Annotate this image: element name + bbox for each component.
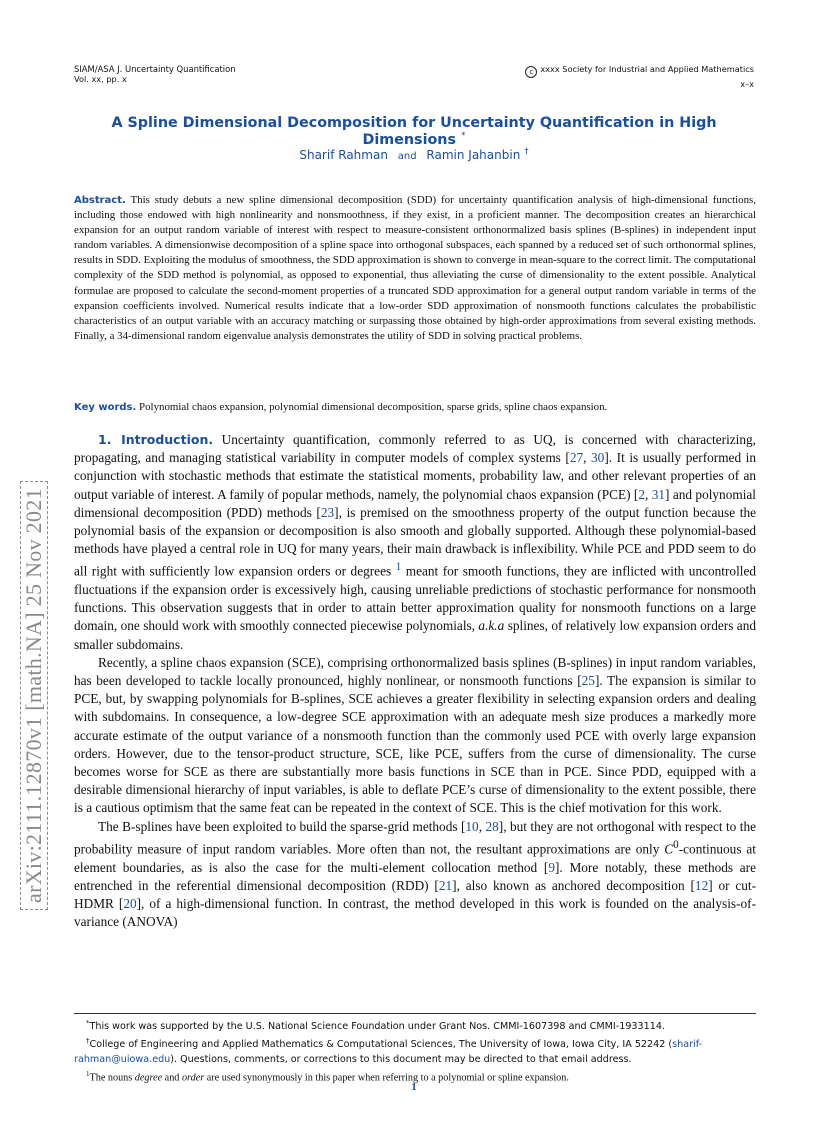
footnote-italic: degree bbox=[134, 1072, 163, 1084]
text-run: -continuous at element boundaries, as is also the case for the multi-element collocation method [ bbox=[74, 841, 756, 875]
keywords-label: Key words. bbox=[74, 402, 137, 413]
citation-link[interactable]: 21 bbox=[438, 877, 453, 893]
author-conjunction: and bbox=[397, 151, 417, 162]
arxiv-identifier[interactable]: arXiv:2111.12870v1 [math.NA] 25 Nov 2021 bbox=[20, 481, 48, 910]
text-run: ], but they are not orthogonal with respect to the probability measure of input random variables. More often than not, the resultant approximations are only bbox=[74, 818, 756, 857]
footnotes bbox=[74, 1016, 756, 1086]
keywords-text: Polynomial chaos expansion, polynomial dimensional decomposition, sparse grids, spline chaos expansion. bbox=[139, 401, 608, 413]
footnote-2 bbox=[74, 1034, 756, 1067]
text-run: ], of a high-dimensional function. In contrast, the method developed in this work is founded on the analysis-of-variance (ANOVA) bbox=[74, 895, 756, 930]
footnote-text: The nouns bbox=[89, 1072, 135, 1084]
abstract-text: This study debuts a new spline dimensional decomposition (SDD) for uncertainty quantification analysis of high-dimensional functions, including those endowed with high nonlinearity and nonsmoothness, if they exist, in a proficient manner. The decomposition creates an hierarchical expansion for an output random variable of interest with respect to measure-consistent orthonormalized basis splines (B-splines) in independent input random variables. A dimensionwise decomposition of a spline space into orthogonal subspaces, each spanned by a reduced set of such orthonormal splines, results in SDD. Exploiting the modulus of smoothness, the SDD approximation is shown to converge in mean-square to the correct limit. The computational complexity of the SDD method is polynomial, as opposed to exponential, thus alleviating the curse of dimensionality to the extent possible. Analytical formulae are proposed to calculate the second-moment properties of a truncated SDD approximation for a general output random variable in terms of the expansion coefficients involved. Numerical results indicate that a low-order SDD approximation of nonsmooth functions calculates the probabilistic characteristics of an output variable with an accuracy matching or surpassing those obtained by high-order approximations from several existing methods. Finally, a 34-dimensional random eigenvalue analysis demonstrates the utility of SDD in solving practical problems. bbox=[74, 194, 756, 342]
text-run: splines, of relatively low expansion orders and smaller subdomains. bbox=[74, 618, 756, 652]
paper-title-text: A Spline Dimensional Decomposition for Uncertainty Quantification in High Dimensions bbox=[111, 115, 717, 148]
text-run: ], also known as anchored decomposition [ bbox=[452, 877, 695, 893]
text-run: , bbox=[478, 818, 486, 834]
text-run: meant for smooth functions, they are inflicted with uncontrolled fluctuations if the expansion order is excessively high, causing unreliable predictions of stochastic performance for nonsmooth functions. This observation suggests that in order to attain better approximation quality for nonsmooth functions on a large domain, one should work with smoothly connected piecewise polynomials, bbox=[74, 563, 757, 634]
text-run-italic: a.k.a bbox=[478, 618, 505, 634]
citation-link[interactable]: 23 bbox=[320, 504, 335, 520]
text-run: ]. The expansion is similar to PCE, but, by swapping polynomials for B-splines, SCE achieves a greater flexibility in selecting expansion orders and dealing with subdomains. In consequence, a low-degree SCE approximation with an adequate mesh size produces a markedly more accurate estimate of the output variance of a nonsmooth function than the commonly used PCE with overly large expansion orders. However, due to the tensor-product structure, SCE, like PCE, suffers from the curse of dimensionality. The curse becomes worse for SCE as there are substantially more basis functions in SCE than in PCE. Since PDD, equipped with a desirable dimensional hierarchy of input variables, is able to deflate PCE’s curse of dimensionality to the extent possible, there is a cautious optimism that the same feat can be repeated in the context of SCE. This is the chief motivation for this work. bbox=[74, 673, 756, 816]
section-title: Introduction. bbox=[121, 432, 214, 447]
footnote-text: are used synonymously in this paper when referring to a polynomial or spline expansion. bbox=[204, 1072, 569, 1084]
citation-link[interactable]: 27 bbox=[569, 450, 584, 466]
footnote-mark: * bbox=[86, 1019, 90, 1027]
author-list bbox=[74, 147, 754, 162]
text-run: ], is premised on the smoothness property of the output function because the polynomial basis of the expansion or decomposition is also smooth and globally supported. Although these polynomial-based methods have played a central role in UQ for many years, their main drawback is inflexibility. While PCE and PDD seem to do all right with sufficiently low expansion orders or degrees bbox=[74, 504, 756, 579]
citation-link[interactable]: 12 bbox=[694, 877, 709, 893]
footnote-mark: † bbox=[86, 1037, 90, 1046]
citation-link[interactable]: 9 bbox=[548, 859, 555, 875]
copyright-icon: c bbox=[525, 66, 537, 78]
text-run: Recently, a spline chaos expansion (SCE), comprising orthonormalized basis splines (B-splines) in input random variables, has been developed to tackle locally pronounced, highly nonlinear, or nonsmooth functions [ bbox=[74, 654, 756, 689]
author-footnote-mark[interactable]: † bbox=[524, 147, 529, 157]
footnote-text: ). Questions, comments, or corrections to this document may be directed to that email address. bbox=[170, 1054, 632, 1066]
body-text bbox=[74, 431, 756, 931]
section-heading bbox=[98, 432, 213, 447]
text-run: The B-splines have been exploited to build the sparse-grid methods [ bbox=[98, 818, 466, 834]
abstract-label: Abstract. bbox=[74, 195, 126, 206]
footnote-mark: 1 bbox=[86, 1070, 90, 1079]
text-run: ] or cut-HDMR [ bbox=[74, 877, 757, 911]
title-footnote-mark[interactable]: * bbox=[460, 131, 466, 141]
math-superscript: 0 bbox=[673, 838, 679, 851]
footnote-text: College of Engineering and Applied Mathematics & Computational Sciences, The University of Iowa, Iowa City, IA 52242 ( bbox=[89, 1039, 673, 1051]
text-run: ] and polynomial dimensional decomposition (PDD) methods [ bbox=[74, 486, 756, 520]
journal-volume: Vol. xx, pp. x bbox=[74, 74, 127, 84]
footnote-1 bbox=[74, 1016, 756, 1034]
text-run: , bbox=[645, 486, 652, 502]
paper-title bbox=[74, 115, 754, 148]
text-run: ]. It is usually performed in conjunction with stochastic methods that estimate the statistical moments, probability law, and other relevant properties of an output variable of interest. A family of popular methods, namely, the polynomial chaos expansion (PCE) [ bbox=[74, 450, 756, 502]
footnote-text: This work was supported by the U.S. National Science Foundation under Grant Nos. CMMI-1607398 and CMMI-1933114. bbox=[89, 1021, 665, 1033]
author-email-link[interactable]: sharif-rahman@uiowa.edu bbox=[74, 1039, 703, 1066]
citation-link[interactable]: 28 bbox=[485, 818, 499, 834]
running-header-left bbox=[74, 64, 236, 84]
journal-name: SIAM/ASA J. Uncertainty Quantification bbox=[74, 64, 236, 74]
copyright-text: xxxx Society for Industrial and Applied Mathematics bbox=[540, 64, 754, 74]
citation-link[interactable]: 31 bbox=[651, 486, 666, 502]
section-number: 1. bbox=[98, 432, 112, 447]
paragraph-1 bbox=[74, 431, 756, 654]
paragraph-2 bbox=[74, 654, 756, 818]
citation-link[interactable]: 2 bbox=[638, 486, 645, 502]
citation-link[interactable]: 25 bbox=[581, 673, 595, 689]
footnote-italic: order bbox=[181, 1072, 205, 1084]
citation-link[interactable]: 10 bbox=[465, 818, 479, 834]
math-variable: C bbox=[664, 841, 674, 857]
footnote-divider bbox=[74, 1013, 756, 1014]
footnote-link[interactable]: 1 bbox=[395, 561, 402, 574]
citation-link[interactable]: 20 bbox=[123, 895, 137, 911]
abstract bbox=[74, 193, 756, 344]
author-1: Sharif Rahman bbox=[299, 148, 388, 162]
author-2: Ramin Jahanbin bbox=[426, 148, 521, 162]
page-number: 1 bbox=[411, 1081, 417, 1093]
page-range: x–x bbox=[740, 79, 754, 89]
paragraph-3 bbox=[74, 818, 756, 932]
citation-link[interactable]: 30 bbox=[591, 450, 605, 466]
arxiv-stamp bbox=[20, 290, 48, 910]
footnote-text: and bbox=[162, 1072, 182, 1084]
running-header-right bbox=[525, 64, 754, 89]
keywords bbox=[74, 401, 756, 413]
text-run: ]. More notably, these methods are entrenched in the referential dimensional decomposition (RDD) [ bbox=[74, 859, 756, 893]
text-run: Uncertainty quantification, commonly referred to as UQ, is concerned with characterizing, propagating, and managing statistical variability in computer models of complex systems [ bbox=[74, 432, 756, 466]
text-run: , bbox=[583, 450, 592, 466]
